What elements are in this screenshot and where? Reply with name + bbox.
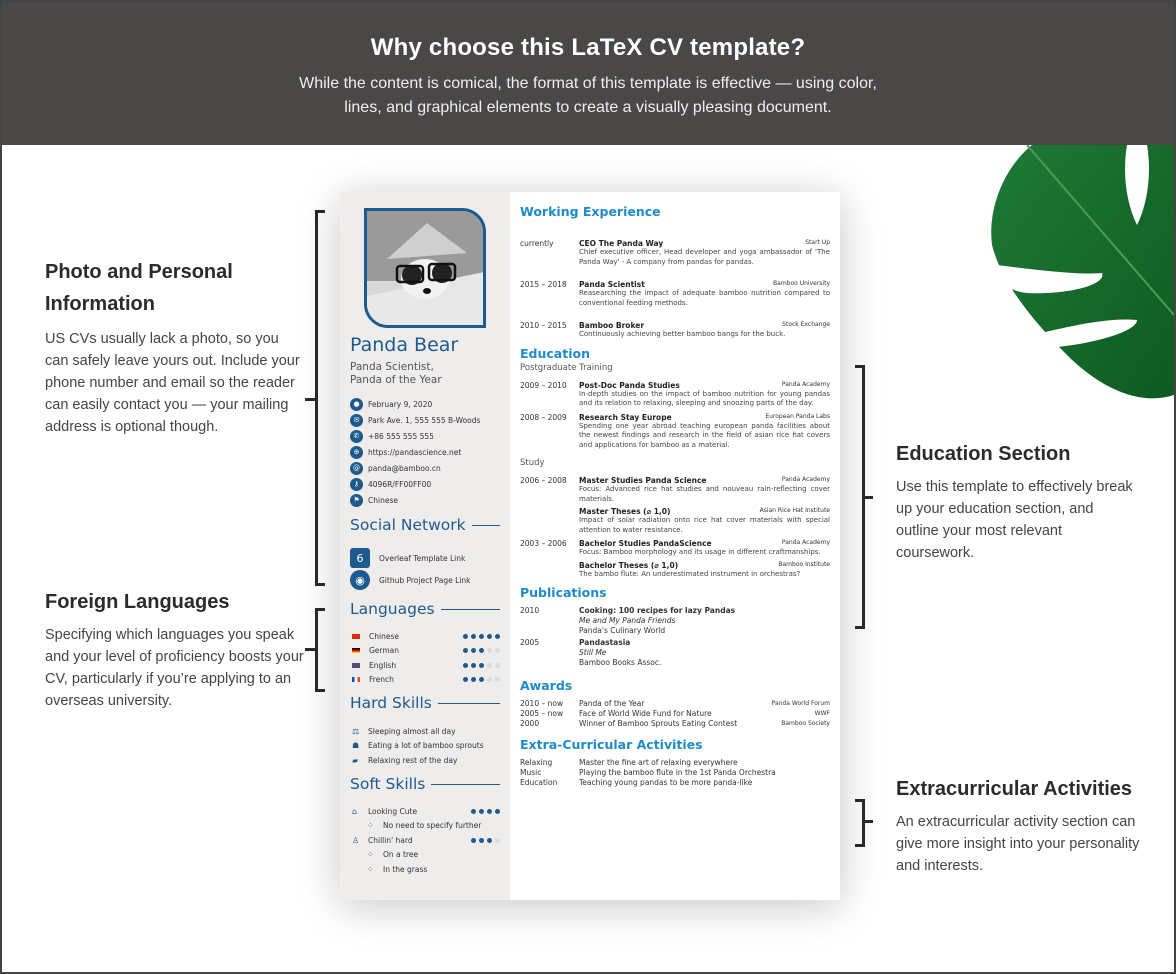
- publication-entry: 2010 Cooking: 100 recipes for lazy Pandas Me and My Panda Friends Panda's Culinary World: [520, 606, 736, 635]
- education-entry: 2008 – 2009 Research Stay Europe European Panda Labs Spending one year abroad teaching european panda facilities about the newest findings and research in the field of asian rice hat covers and applications for bamboo as a material.: [520, 412, 830, 449]
- languages-heading: Languages: [350, 600, 500, 618]
- profile-photo: [364, 208, 486, 328]
- bracket-tick: [863, 496, 873, 499]
- bracket-tick: [305, 398, 315, 401]
- education-heading: Education: [520, 345, 590, 361]
- child-icon: ♙: [352, 835, 360, 845]
- extracurricular-entry: Relaxing Master the fine art of relaxing everywhere: [520, 758, 738, 767]
- proficiency-dots: [463, 634, 500, 639]
- contact-pgp-key: ⚷ 4096R/FF00FF00: [350, 476, 480, 492]
- education-entry: 2003 – 2006 Bachelor Studies PandaScience Panda Academy Focus: Bamboo morphology and its usage in different craftmanships. Bachelor Theses (⌀ 1,0) Bamboo Institute The bambo flute: An underestimated instrument in orchestras?: [520, 539, 830, 578]
- annotation-languages-title: Foreign Languages: [45, 591, 230, 613]
- graduation-cap-icon: ▰: [352, 755, 359, 765]
- education-entry: 2009 – 2010 Post-Doc Panda Studies Panda Academy In-depth studies on the impact of bamboo nutrition for young pandas and its relation to relaxing, sleeping and snoozing parts of the day.: [520, 380, 830, 407]
- contact-phone: ✆ +86 555 555 555: [350, 428, 480, 444]
- language-item: German: [352, 644, 500, 659]
- extracurricular-entry: Education Teaching young pandas to be more panda-like: [520, 778, 753, 787]
- home-icon: ⌂: [352, 806, 358, 816]
- soft-skill-subitem: ⁘ No need to specify further: [367, 821, 482, 831]
- contact-birthday: ● February 9, 2020: [350, 396, 480, 412]
- cv-title: Panda Scientist, Panda of the Year: [350, 361, 442, 386]
- overleaf-icon: 6: [350, 548, 370, 568]
- language-item: French: [352, 673, 500, 688]
- compress-icon: ⁘: [367, 864, 374, 874]
- compress-icon: ⁘: [367, 850, 374, 860]
- at-icon: @: [350, 462, 363, 475]
- bracket-tick: [305, 648, 315, 651]
- education-entry: 2006 – 2008 Master Studies Panda Science Panda Academy Focus: Advanced rice hat studies and nouveau rain-reflecting cover materials. Master Theses (⌀ 1,0) Asian Rice Hat Institute Impact of solar radiation onto rice hat cover materials with special attention to water resistance.: [520, 476, 830, 534]
- soft-skill-subitem: ⁘ In the grass: [367, 864, 428, 874]
- cv-main-column: [510, 192, 840, 900]
- award-entry: 2005 – now Face of World Wide Fund for Nature WWF: [520, 709, 830, 718]
- study-heading: Study: [520, 458, 545, 468]
- github-icon: ◉: [350, 570, 370, 590]
- sitemap-icon: ☗: [352, 741, 360, 751]
- social-heading: Social Network: [350, 516, 500, 534]
- soft-skill-item: ♙ Chillin' hard: [352, 833, 500, 848]
- cv-sidebar: [340, 192, 510, 900]
- cv-document: [340, 192, 840, 900]
- flag-france-icon: [352, 677, 360, 682]
- annotation-photo-body: US CVs usually lack a photo, so you can safely leave yours out. Include your phone number and email so the reader can easily contact you — your mailing address is optional though.: [45, 331, 300, 435]
- bracket-tick: [863, 820, 873, 823]
- languages-list: [352, 629, 500, 687]
- flag-uk-icon: [352, 663, 360, 668]
- contact-list: [350, 396, 480, 508]
- divider: [472, 525, 500, 526]
- phone-icon: ✆: [350, 430, 363, 443]
- extracurricular-heading: Extra-Curricular Activities: [520, 737, 703, 752]
- balance-scale-icon: ⚖: [352, 726, 360, 736]
- publications-heading: Publications: [520, 585, 607, 600]
- flag-icon: ⚑: [350, 494, 363, 507]
- annotation-languages: [45, 586, 305, 712]
- bracket-languages: [315, 608, 325, 692]
- extracurricular-entry: Music Playing the bamboo flute in the 1st Panda Orchestra: [520, 768, 776, 777]
- key-icon: ⚷: [350, 478, 363, 491]
- social-overleaf-link[interactable]: 6 Overleaf Template Link: [350, 547, 470, 569]
- annotation-photo: [45, 256, 305, 438]
- monstera-leaf-image: [987, 145, 1174, 407]
- annotation-education-title: Education Section: [896, 443, 1071, 465]
- flag-china-icon: [352, 634, 360, 639]
- publication-entry: 2005 Pandastasia Still Me Bamboo Books Assoc.: [520, 638, 662, 667]
- contact-website[interactable]: ⊕ https://pandascience.net: [350, 444, 480, 460]
- soft-skill-item: ⌂ Looking Cute: [352, 804, 500, 819]
- work-entry: currently CEO The Panda Way Start Up Chief executive officer, Head developer and yoga ambassador of 'The Panda Way' - A company from pandas for pandas.: [520, 239, 830, 266]
- proficiency-dots: [463, 677, 500, 682]
- postgrad-heading: Postgraduate Training: [520, 362, 613, 373]
- hero-banner: [2, 2, 1174, 145]
- divider: [441, 609, 500, 610]
- hard-skill-item: ☗ Eating a lot of bamboo sprouts: [352, 741, 484, 751]
- annotation-extracurricular-body: An extracurricular activity section can give more insight into your personality and interests.: [896, 814, 1140, 874]
- work-heading: Working Experience: [520, 204, 661, 219]
- language-item: English: [352, 658, 500, 673]
- soft-skills-list: [352, 804, 500, 877]
- work-entry: 2010 – 2015 Bamboo Broker Stock Exchange Continuously achieving better bamboo bangs for the buck.: [520, 321, 830, 338]
- annotation-education: [896, 438, 1136, 564]
- annotation-photo-title: Photo and Personal Information: [45, 261, 233, 315]
- awards-heading: Awards: [520, 678, 573, 693]
- annotation-extracurricular-title: Extracurricular Activities: [896, 778, 1133, 800]
- hard-skills-heading: Hard Skills: [350, 694, 500, 712]
- proficiency-dots: [463, 648, 500, 653]
- compress-icon: ⁘: [367, 821, 374, 831]
- hard-skills-list: [352, 724, 484, 768]
- divider: [431, 784, 500, 785]
- contact-email[interactable]: @ panda@bamboo.cn: [350, 460, 480, 476]
- envelope-icon: ✉: [350, 414, 363, 427]
- soft-skills-heading: Soft Skills: [350, 775, 500, 793]
- globe-icon: ⊕: [350, 446, 363, 459]
- social-github-link[interactable]: ◉ Github Project Page Link: [350, 569, 470, 591]
- bracket-extracurricular: [855, 799, 865, 847]
- proficiency-dots: [463, 663, 500, 668]
- hard-skill-item: ▰ Relaxing rest of the day: [352, 755, 458, 765]
- cv-name: Panda Bear: [350, 334, 459, 356]
- annotation-languages-body: Specifying which languages you speak and your level of proficiency boosts your CV, particularly if you’re applying to an overseas university.: [45, 627, 304, 709]
- soft-skill-subitem: ⁘ On a tree: [367, 850, 419, 860]
- hard-skill-item: ⚖ Sleeping almost all day: [352, 726, 456, 736]
- annotation-education-body: Use this template to effectively break up your education section, and outline your most relevant coursework.: [896, 479, 1133, 561]
- divider: [438, 703, 500, 704]
- award-entry: 2010 – now Panda of the Year Panda World Forum: [520, 699, 830, 708]
- proficiency-dots: [471, 809, 500, 814]
- annotation-extracurricular: [896, 773, 1156, 877]
- user-icon: ●: [350, 398, 363, 411]
- proficiency-dots: [471, 838, 500, 843]
- language-item: Chinese: [352, 629, 500, 644]
- work-entry: 2015 – 2018 Panda Scientist Bamboo University Reasearching the impact of adequate bamboo nutrition compared to conventional feeding methods.: [520, 280, 830, 307]
- flag-germany-icon: [352, 648, 360, 653]
- contact-address: ✉ Park Ave. 1, 555 555 B-Woods: [350, 412, 480, 428]
- hero-title: Why choose this LaTeX CV template?: [370, 34, 806, 61]
- hero-subtitle: While the content is comical, the format of this template is effective — using color, lines, and graphical elements to create a visually pleasing document.: [299, 75, 877, 116]
- award-entry: 2000 Winner of Bamboo Sprouts Eating Contest Bamboo Society: [520, 719, 830, 728]
- contact-nationality: ⚑ Chinese: [350, 492, 480, 508]
- bracket-photo: [315, 210, 325, 586]
- social-list: [350, 547, 470, 591]
